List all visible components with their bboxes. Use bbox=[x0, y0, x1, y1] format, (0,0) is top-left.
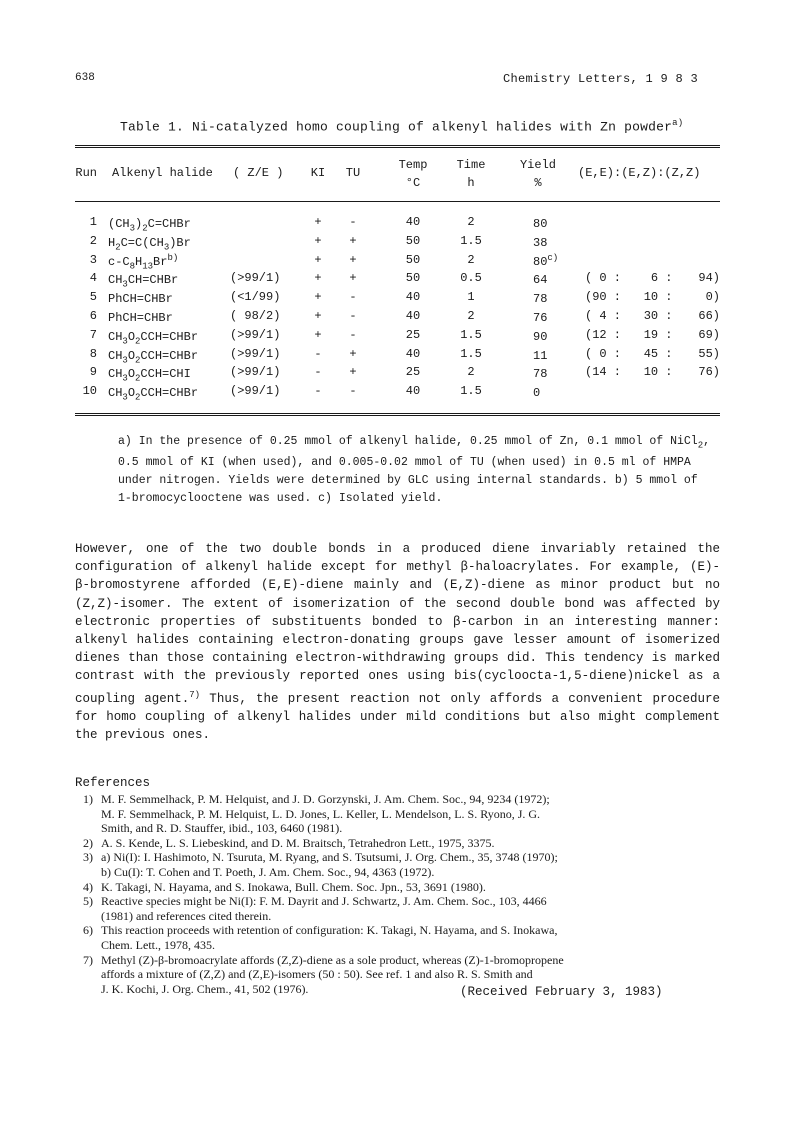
reference-line: Methyl (Z)-β-bromoacrylate affords (Z,Z)-diene as a sole product, whereas (Z)-1-bromopropene bbox=[101, 952, 564, 967]
cell-ratio: ( 0 : 45 : 55) bbox=[585, 346, 720, 361]
reference-line: J. K. Kochi, J. Org. Chem., 41, 502 (1976). bbox=[101, 981, 309, 996]
cell-yield: 11 bbox=[533, 348, 548, 363]
cell-tu: + bbox=[349, 233, 357, 248]
table-row bbox=[75, 328, 720, 346]
reference-line: (1981) and references cited therein. bbox=[101, 908, 272, 923]
cell-run: 5 bbox=[89, 290, 97, 305]
cell-alkenyl-halide: $CH_3O_2CCH=CHI$ bbox=[108, 367, 191, 384]
reference-line: Smith, and R. D. Stauffer, ibid., 103, 6460 (1981). bbox=[101, 821, 343, 836]
cell-temp: 40 bbox=[405, 309, 421, 323]
cell-alkenyl-halide: $c-C_8H_{13}Br^{b)}$ bbox=[108, 252, 179, 271]
reference-number: 2) bbox=[83, 835, 93, 850]
cell-time: 0.5 bbox=[460, 271, 482, 286]
table-footnotes bbox=[118, 433, 711, 508]
cell-temp: 40 bbox=[405, 290, 421, 305]
reference-line: Chem. Lett., 1978, 435. bbox=[101, 937, 215, 952]
cell-ki: + bbox=[314, 290, 322, 305]
reference-line: A. S. Kende, L. S. Liebeskind, and D. M. Braitsch, Tetrahedron Lett., 1975, 3375. bbox=[101, 835, 495, 850]
citation: 7) bbox=[189, 689, 201, 700]
cell-ki: - bbox=[314, 346, 322, 361]
cell-run: 3 bbox=[89, 252, 97, 267]
cell-temp: 40 bbox=[405, 384, 421, 399]
cell-alkenyl-halide: PhCH=CHBr bbox=[108, 311, 173, 325]
reference-number: 4) bbox=[83, 879, 93, 894]
cell-ratio: ( 4 : 30 : 66) bbox=[585, 309, 720, 323]
cell-temp: 50 bbox=[405, 252, 421, 267]
cell-yield: 38 bbox=[533, 235, 548, 250]
cell-temp: 40 bbox=[405, 215, 421, 229]
cell-time: 1 bbox=[467, 290, 475, 305]
cell-temp: 50 bbox=[405, 233, 421, 248]
cell-time: 1.5 bbox=[460, 346, 482, 361]
reference-line: b) Cu(I): T. Cohen and T. Poeth, J. Am. Chem. Soc., 94, 4363 (1972). bbox=[101, 864, 435, 879]
table-top-rule-2 bbox=[75, 147, 720, 148]
cell-ki: + bbox=[314, 271, 322, 286]
journal-title: Chemistry Letters, 1 9 8 3 bbox=[502, 72, 698, 86]
reference-item bbox=[75, 894, 720, 923]
cell-run: 4 bbox=[89, 271, 97, 286]
cell-yield: 0 bbox=[533, 386, 541, 401]
cell-run: 10 bbox=[82, 384, 97, 399]
col-time-unit: h bbox=[467, 176, 475, 190]
reference-number: 3) bbox=[83, 850, 93, 865]
cell-tu: + bbox=[349, 252, 357, 267]
col-yield-unit: % bbox=[534, 176, 542, 190]
reference-line: a) Ni(I): I. Hashimoto, N. Tsuruta, M. Ryang, and S. Tsutsumi, J. Org. Chem., 35, 3748 (1970); bbox=[101, 850, 558, 865]
cell-ze: (>99/1) bbox=[230, 271, 281, 286]
cell-ze: ( 98/2) bbox=[230, 309, 281, 323]
col-run: Run bbox=[75, 166, 97, 180]
table-row bbox=[75, 253, 720, 271]
cell-alkenyl-halide: $CH_3O_2CCH=CHBr$ bbox=[108, 386, 199, 403]
cell-time: 2 bbox=[467, 365, 475, 380]
table-row bbox=[75, 234, 720, 252]
cell-ki: + bbox=[314, 327, 322, 342]
footnote-line: 1-bromocyclooctene was used. c) Isolated yield. bbox=[118, 492, 443, 506]
col-ze: ( Z/E ) bbox=[233, 166, 284, 180]
cell-ratio: (90 : 10 : 0) bbox=[585, 290, 720, 305]
cell-run: 1 bbox=[89, 215, 97, 229]
table-row bbox=[75, 290, 720, 308]
cell-temp: 25 bbox=[405, 327, 421, 342]
table-row bbox=[75, 215, 720, 233]
reference-line: Reactive species might be Ni(I): F. M. Dayrit and J. Schwartz, J. Am. Chem. Soc., 103, 4466 bbox=[101, 894, 547, 909]
reference-item bbox=[75, 850, 720, 879]
cell-time: 1.5 bbox=[460, 384, 482, 399]
cell-ratio: (14 : 10 : 76) bbox=[585, 365, 720, 380]
col-ratio: (E,E):(E,Z):(Z,Z) bbox=[578, 166, 701, 180]
col-temp-unit: °C bbox=[405, 176, 421, 190]
footnote-line: under nitrogen. Yields were determined by GLC using internal standards. b) 5 mmol of bbox=[118, 474, 698, 488]
col-tu: TU bbox=[345, 166, 361, 180]
cell-time: 2 bbox=[467, 215, 475, 229]
reference-number: 6) bbox=[83, 923, 93, 938]
cell-alkenyl-halide: $CH_3O_2CCH=CHBr$ bbox=[108, 348, 199, 365]
table-bottom-rule bbox=[75, 413, 720, 414]
received-date: (Received February 3, 1983) bbox=[460, 985, 663, 999]
cell-ki: - bbox=[314, 384, 322, 399]
table-top-rule bbox=[75, 145, 720, 146]
cell-alkenyl-halide: $CH_3CH=CHBr$ bbox=[108, 273, 179, 290]
cell-ze: (>99/1) bbox=[230, 327, 281, 342]
table-caption: Table 1. Ni-catalyzed homo coupling of alkenyl halides with Zn powder$^{a)}$ bbox=[120, 118, 684, 135]
col-ki: KI bbox=[310, 166, 326, 180]
table-row bbox=[75, 271, 720, 289]
cell-time: 1.5 bbox=[460, 233, 482, 248]
table-header-rule bbox=[75, 201, 720, 202]
table-row bbox=[75, 309, 720, 327]
cell-ki: + bbox=[314, 215, 322, 229]
cell-alkenyl-halide: $CH_3O_2CCH=CHBr$ bbox=[108, 329, 199, 347]
reference-number: 5) bbox=[83, 894, 93, 909]
table-row bbox=[75, 365, 720, 383]
reference-line: M. F. Semmelhack, P. M. Helquist, L. D. Jones, L. Keller, L. Mendelson, L. S. Ryono, J. G. bbox=[101, 806, 541, 821]
cell-ze: (>99/1) bbox=[230, 384, 281, 399]
cell-yield: 80$^{c)}$ bbox=[533, 252, 559, 269]
cell-yield: 78 bbox=[533, 367, 548, 382]
cell-run: 2 bbox=[89, 233, 97, 248]
cell-yield: 90 bbox=[533, 329, 548, 344]
cell-ze: (>99/1) bbox=[230, 346, 281, 361]
cell-tu: - bbox=[349, 290, 357, 305]
reference-item bbox=[75, 792, 720, 836]
col-yield: Yield bbox=[519, 158, 556, 172]
table-row bbox=[75, 347, 720, 365]
cell-ki: + bbox=[314, 233, 322, 248]
cell-tu: - bbox=[349, 327, 357, 342]
col-time: Time bbox=[456, 158, 486, 172]
table-bottom-rule-2 bbox=[75, 415, 720, 416]
reference-line: M. F. Semmelhack, P. M. Helquist, and J. D. Gorzynski, J. Am. Chem. Soc., 94, 9234 (1972); bbox=[101, 792, 550, 806]
col-alkenyl-halide: Alkenyl halide bbox=[112, 166, 213, 180]
cell-tu: + bbox=[349, 271, 357, 286]
reference-item bbox=[75, 836, 720, 851]
cell-tu: - bbox=[349, 309, 357, 323]
cell-run: 6 bbox=[89, 309, 97, 323]
cell-time: 2 bbox=[467, 309, 475, 323]
cell-alkenyl-halide: $(CH_3)_2C=CHBr$ bbox=[108, 217, 191, 234]
reference-line: K. Takagi, N. Hayama, and S. Inokawa, Bull. Chem. Soc. Jpn., 53, 3691 (1980). bbox=[101, 879, 486, 894]
cell-yield: 64 bbox=[533, 273, 548, 288]
references-list bbox=[75, 792, 720, 996]
cell-alkenyl-halide: $H_2C=C(CH_3)Br$ bbox=[108, 235, 191, 253]
cell-alkenyl-halide: PhCH=CHBr bbox=[108, 292, 173, 307]
cell-tu: + bbox=[349, 365, 357, 380]
footnote-line: 0.5 mmol of KI (when used), and 0.005-0.02 mmol of TU (when used) in 0.5 ml of HMPA bbox=[118, 456, 691, 470]
cell-time: 1.5 bbox=[460, 327, 482, 342]
reference-item bbox=[75, 880, 720, 895]
reference-number: 7) bbox=[83, 952, 93, 967]
cell-ki: + bbox=[314, 309, 322, 323]
cell-ratio: (12 : 19 : 69) bbox=[585, 327, 720, 342]
cell-temp: 40 bbox=[405, 346, 421, 361]
cell-ki: + bbox=[314, 252, 322, 267]
references-heading: References bbox=[75, 776, 151, 790]
cell-ki: - bbox=[314, 365, 322, 380]
reference-line: affords a mixture of (Z,Z) and (Z,E)-isomers (50 : 50). See ref. 1 and also R. S. Smith and bbox=[101, 967, 533, 982]
cell-ze: (<1/99) bbox=[230, 290, 281, 305]
body-paragraph: However, one of the two double bonds in a produced diene invariably retained the configuration of alkenyl halide except for methyl β-haloacrylates. For example, (E)-β-bromostyrene afforded (E,E)-diene mainly and (E,Z)-diene as minor product but no (Z,Z)-isomer. The extent of isomerization of the second double bond was affected by electronic properties of substituents bonded to β-carbon in an interesting manner: alkenyl halides containing electron-donating groups gave lesser amount of isomerized dienes than those containing electron-withdrawing groups did. This tendency is marked contrast with the previously reported ones using bis(cycloocta-1,5-diene)nickel as a coupling agent.$^{7)}$ Thus, the present reaction not only affords a convenient procedure for homo coupling of alkenyl halides under mild conditions but also might complement the previous ones. bbox=[75, 542, 720, 743]
table-row bbox=[75, 384, 720, 402]
page-number: 638 bbox=[75, 72, 95, 84]
cell-tu: - bbox=[349, 215, 357, 229]
cell-yield: 78 bbox=[533, 292, 548, 307]
cell-temp: 25 bbox=[405, 365, 421, 380]
cell-ratio: ( 0 : 6 : 94) bbox=[585, 271, 720, 286]
cell-run: 7 bbox=[89, 327, 97, 342]
cell-run: 9 bbox=[89, 365, 97, 380]
cell-yield: 76 bbox=[533, 311, 548, 325]
cell-tu: + bbox=[349, 346, 357, 361]
cell-tu: - bbox=[349, 384, 357, 399]
cell-run: 8 bbox=[89, 346, 97, 361]
cell-temp: 50 bbox=[405, 271, 421, 286]
cell-ze: (>99/1) bbox=[230, 365, 281, 380]
reference-item bbox=[75, 923, 720, 952]
reference-line: This reaction proceeds with retention of configuration: K. Takagi, N. Hayama, and S. Inokawa, bbox=[101, 923, 558, 938]
reference-number: 1) bbox=[83, 792, 93, 806]
cell-time: 2 bbox=[467, 252, 475, 267]
cell-yield: 80 bbox=[533, 217, 548, 231]
page-header bbox=[75, 72, 698, 88]
col-temp: Temp bbox=[398, 158, 428, 172]
footnote-line: a) In the presence of 0.25 mmol of alkenyl halide, 0.25 mmol of Zn, 0.1 mmol of NiCl$_2$, bbox=[118, 435, 711, 451]
